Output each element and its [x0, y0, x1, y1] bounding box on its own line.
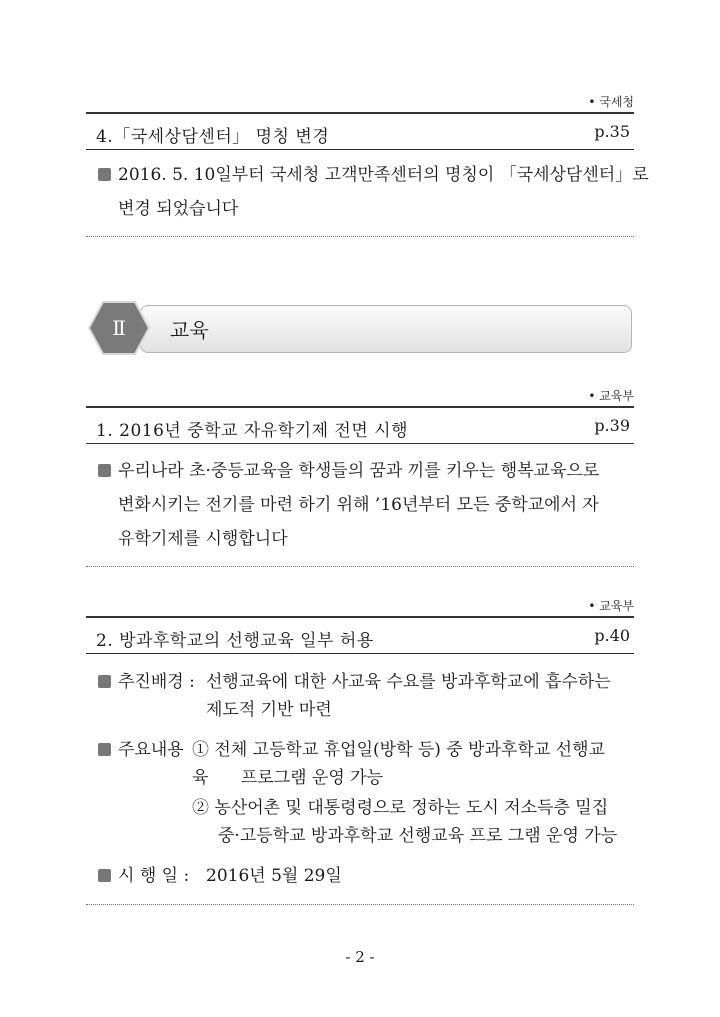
- chapter-title: 교육: [170, 318, 209, 342]
- ministry-label-2: • 교육부: [588, 389, 634, 403]
- item2-line1: ② 농산어촌 및 대통령령으로 정하는 도시 저소득층 밀집: [192, 798, 609, 818]
- background-line2: 제도적 기반 마련: [206, 700, 332, 720]
- ministry-label-1: • 국세청: [588, 95, 634, 109]
- item1-line2: 육 프로그램 운영 가능: [192, 768, 384, 788]
- dotted-divider: [86, 566, 634, 567]
- section-page-ref-1: p.35: [594, 122, 630, 141]
- square-bullet-icon: [98, 743, 111, 756]
- square-bullet-icon: [98, 675, 111, 688]
- effective-date-value: 2016년 5월 29일: [206, 866, 342, 886]
- section1-body-line2: 변경 되었습니다: [118, 199, 239, 219]
- square-bullet-icon: [98, 168, 111, 181]
- section2-body-line3: 유학기제를 시행합니다: [118, 529, 288, 549]
- main-content-label: 주요내용: [118, 740, 184, 760]
- section-title-box-3: [86, 616, 634, 654]
- square-bullet-icon: [98, 869, 111, 882]
- chapter-header-bar: [140, 305, 632, 353]
- item2-line2: 중·고등학교 방과후학교 선행교육 프로 그램 운영 가능: [218, 826, 618, 846]
- section-title-1: 4.「국세상담센터」 명칭 변경: [96, 127, 330, 147]
- background-label: 추진배경 :: [118, 672, 195, 692]
- section-page-ref-2: p.39: [594, 416, 630, 435]
- section2-body-line1: 우리나라 초·중등교육을 학생들의 꿈과 끼를 키우는 행복교육으로: [118, 461, 600, 481]
- section-title-3: 2. 방과후학교의 선행교육 일부 허용: [96, 631, 374, 651]
- effective-date-label: 시 행 일 :: [118, 866, 190, 886]
- section1-body-line1: 2016. 5. 10일부터 국세청 고객만족센터의 명칭이 「국세상담센터」로: [118, 165, 649, 185]
- square-bullet-icon: [98, 464, 111, 477]
- chapter-numeral: Ⅱ: [112, 316, 126, 340]
- dotted-divider: [86, 236, 634, 237]
- section-title-box-2: [86, 406, 634, 444]
- section-title-2: 1. 2016년 중학교 자유학기제 전면 시행: [96, 421, 408, 441]
- dotted-divider: [86, 904, 634, 905]
- item1-line1: ① 전체 고등학교 휴업일(방학 등) 중 방과후학교 선행교: [192, 740, 605, 760]
- section2-body-line2: 변화시키는 전기를 마련 하기 위해 ’16년부터 모든 중학교에서 자: [118, 495, 599, 515]
- section-title-box-1: [86, 112, 634, 150]
- section-page-ref-3: p.40: [594, 626, 630, 645]
- ministry-label-3: • 교육부: [588, 599, 634, 613]
- background-line1: 선행교육에 대한 사교육 수요를 방과후학교에 흡수하는: [206, 672, 611, 692]
- page-number: - 2 -: [345, 948, 375, 966]
